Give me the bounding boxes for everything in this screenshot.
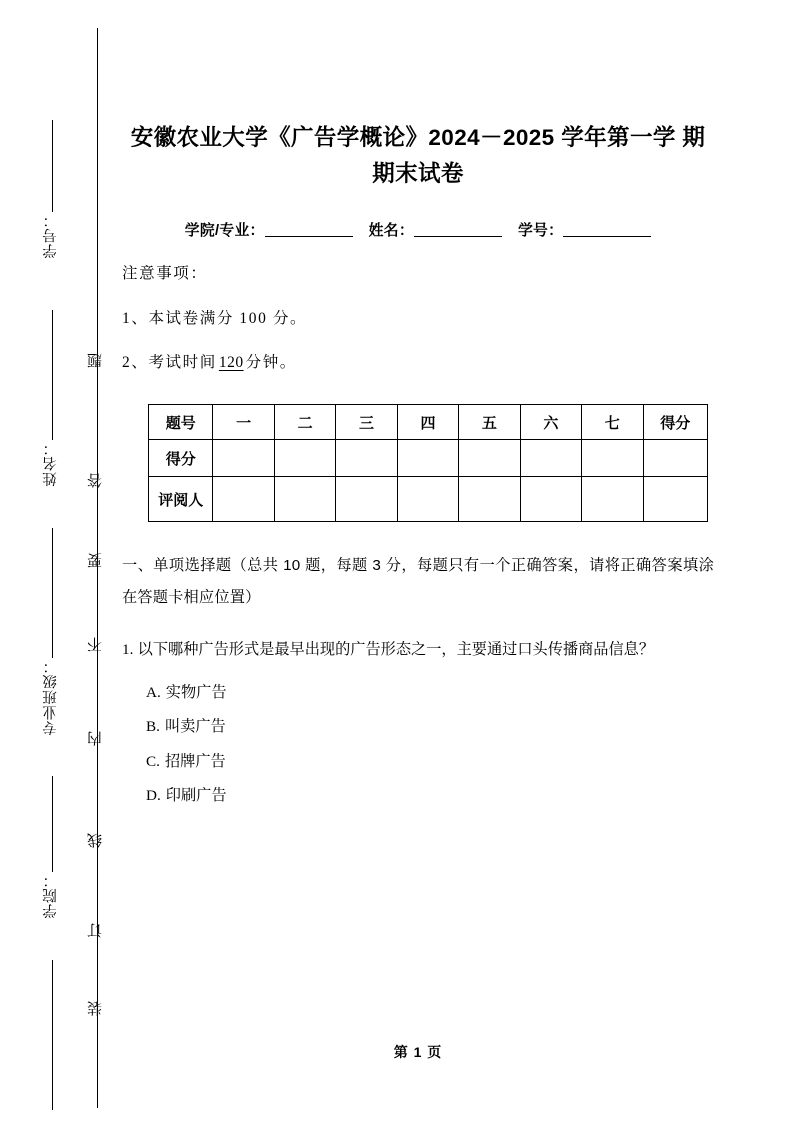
section-heading-1: 一、单项选择题（总共 10 题，每题 3 分，每题只有一个正确答案，请将正确答案填涂在答题卡相应位置） bbox=[122, 557, 714, 607]
score-cell[interactable] bbox=[520, 440, 581, 477]
question-text: 以下哪种广告形式是最早出现的广告形态之一，主要通过口头传播商品信息？ bbox=[137, 641, 654, 659]
exam-duration-value: 120 bbox=[218, 353, 244, 371]
notes-heading: 注意事项： bbox=[122, 264, 208, 282]
question-1 bbox=[122, 614, 714, 666]
student-id-label: 学号： bbox=[517, 222, 564, 239]
option-text: 招牌广告 bbox=[164, 752, 226, 770]
score-table-header-cell: 题号 bbox=[149, 405, 213, 440]
notes-item-2 bbox=[122, 355, 714, 399]
binding-char-da: 答 bbox=[88, 472, 104, 488]
binding-char-yao: 要 bbox=[88, 552, 104, 568]
score-table-header-cell: 得分 bbox=[643, 405, 707, 440]
option-text: 印刷广告 bbox=[165, 786, 227, 804]
option-label: B. bbox=[146, 718, 160, 736]
margin-label-name: 姓名： bbox=[43, 440, 59, 487]
notes-item-2-suffix: 分钟。 bbox=[245, 353, 297, 371]
option-label: D. bbox=[146, 786, 161, 804]
grader-cell[interactable] bbox=[643, 477, 707, 522]
option-label: C. bbox=[146, 752, 160, 770]
notes-item-1: 1、本试卷满分 100 分。 bbox=[122, 310, 308, 328]
binding-rule-segment bbox=[52, 960, 53, 1110]
score-cell[interactable] bbox=[213, 440, 274, 477]
name-blank[interactable] bbox=[414, 236, 502, 237]
binding-char-xian: 线 bbox=[88, 832, 104, 848]
binding-char-nei: 内 bbox=[88, 730, 104, 746]
grader-row-label: 评阅人 bbox=[149, 477, 213, 522]
binding-rule-segment bbox=[52, 310, 53, 440]
score-table-header-cell: 二 bbox=[274, 405, 335, 440]
option-a[interactable] bbox=[122, 666, 714, 700]
binding-char-ding: 订 bbox=[88, 922, 104, 938]
score-cell[interactable] bbox=[274, 440, 335, 477]
exam-paper-body bbox=[122, 0, 714, 803]
binding-margin bbox=[0, 0, 120, 1122]
page-title-line-1: 安徽农业大学《广告学概论》2024－2025 学年第一学 bbox=[130, 125, 676, 150]
binding-rule-inner bbox=[97, 28, 98, 1108]
score-cell[interactable] bbox=[336, 440, 397, 477]
grader-cell[interactable] bbox=[274, 477, 335, 522]
score-table-header-cell: 五 bbox=[459, 405, 520, 440]
option-b[interactable] bbox=[122, 700, 714, 734]
grader-cell[interactable] bbox=[582, 477, 643, 522]
grader-cell[interactable] bbox=[459, 477, 520, 522]
page-footer: 第 1 页 bbox=[393, 1044, 443, 1060]
grader-cell[interactable] bbox=[397, 477, 458, 522]
binding-rule-segment bbox=[52, 120, 53, 212]
score-cell[interactable] bbox=[582, 440, 643, 477]
table-row bbox=[149, 440, 708, 477]
question-number: 1. bbox=[122, 641, 134, 659]
grader-cell[interactable] bbox=[213, 477, 274, 522]
score-row-label: 得分 bbox=[149, 440, 213, 477]
score-table-header-cell: 一 bbox=[213, 405, 274, 440]
score-table-header-cell: 三 bbox=[336, 405, 397, 440]
score-cell[interactable] bbox=[397, 440, 458, 477]
binding-char-bu: 不 bbox=[88, 636, 104, 652]
option-text: 叫卖广告 bbox=[164, 718, 226, 736]
notes-item-2-prefix: 2、考试时间 bbox=[122, 353, 217, 371]
binding-char-zhuang: 装 bbox=[88, 1000, 104, 1016]
student-id-blank[interactable] bbox=[563, 236, 651, 237]
score-cell[interactable] bbox=[643, 440, 707, 477]
score-table-header-cell: 四 bbox=[397, 405, 458, 440]
question-1-options bbox=[122, 666, 714, 803]
score-table-header-cell: 七 bbox=[582, 405, 643, 440]
binding-rule-segment bbox=[52, 528, 53, 658]
margin-label-college: 学院： bbox=[43, 872, 59, 919]
table-row-header bbox=[149, 405, 708, 440]
grader-cell[interactable] bbox=[520, 477, 581, 522]
option-d[interactable] bbox=[122, 769, 714, 803]
notes-block bbox=[122, 240, 714, 399]
page-title bbox=[122, 0, 714, 193]
college-major-blank[interactable] bbox=[265, 236, 353, 237]
college-major-label: 学院/专业： bbox=[184, 222, 265, 239]
table-row bbox=[149, 477, 708, 522]
margin-label-student-id: 学号： bbox=[43, 212, 59, 259]
option-c[interactable] bbox=[122, 735, 714, 769]
identity-line bbox=[122, 193, 714, 240]
name-label: 姓名： bbox=[368, 222, 414, 239]
binding-rule-segment bbox=[52, 776, 53, 872]
score-table bbox=[148, 404, 708, 522]
margin-label-class: 专业班级： bbox=[43, 658, 59, 736]
binding-char-ti: 题 bbox=[88, 352, 104, 368]
page-title-line-2: 期期末试卷 bbox=[372, 125, 706, 187]
score-table-header-cell: 六 bbox=[520, 405, 581, 440]
option-label: A. bbox=[146, 684, 161, 702]
grader-cell[interactable] bbox=[336, 477, 397, 522]
score-cell[interactable] bbox=[459, 440, 520, 477]
option-text: 实物广告 bbox=[165, 684, 227, 702]
